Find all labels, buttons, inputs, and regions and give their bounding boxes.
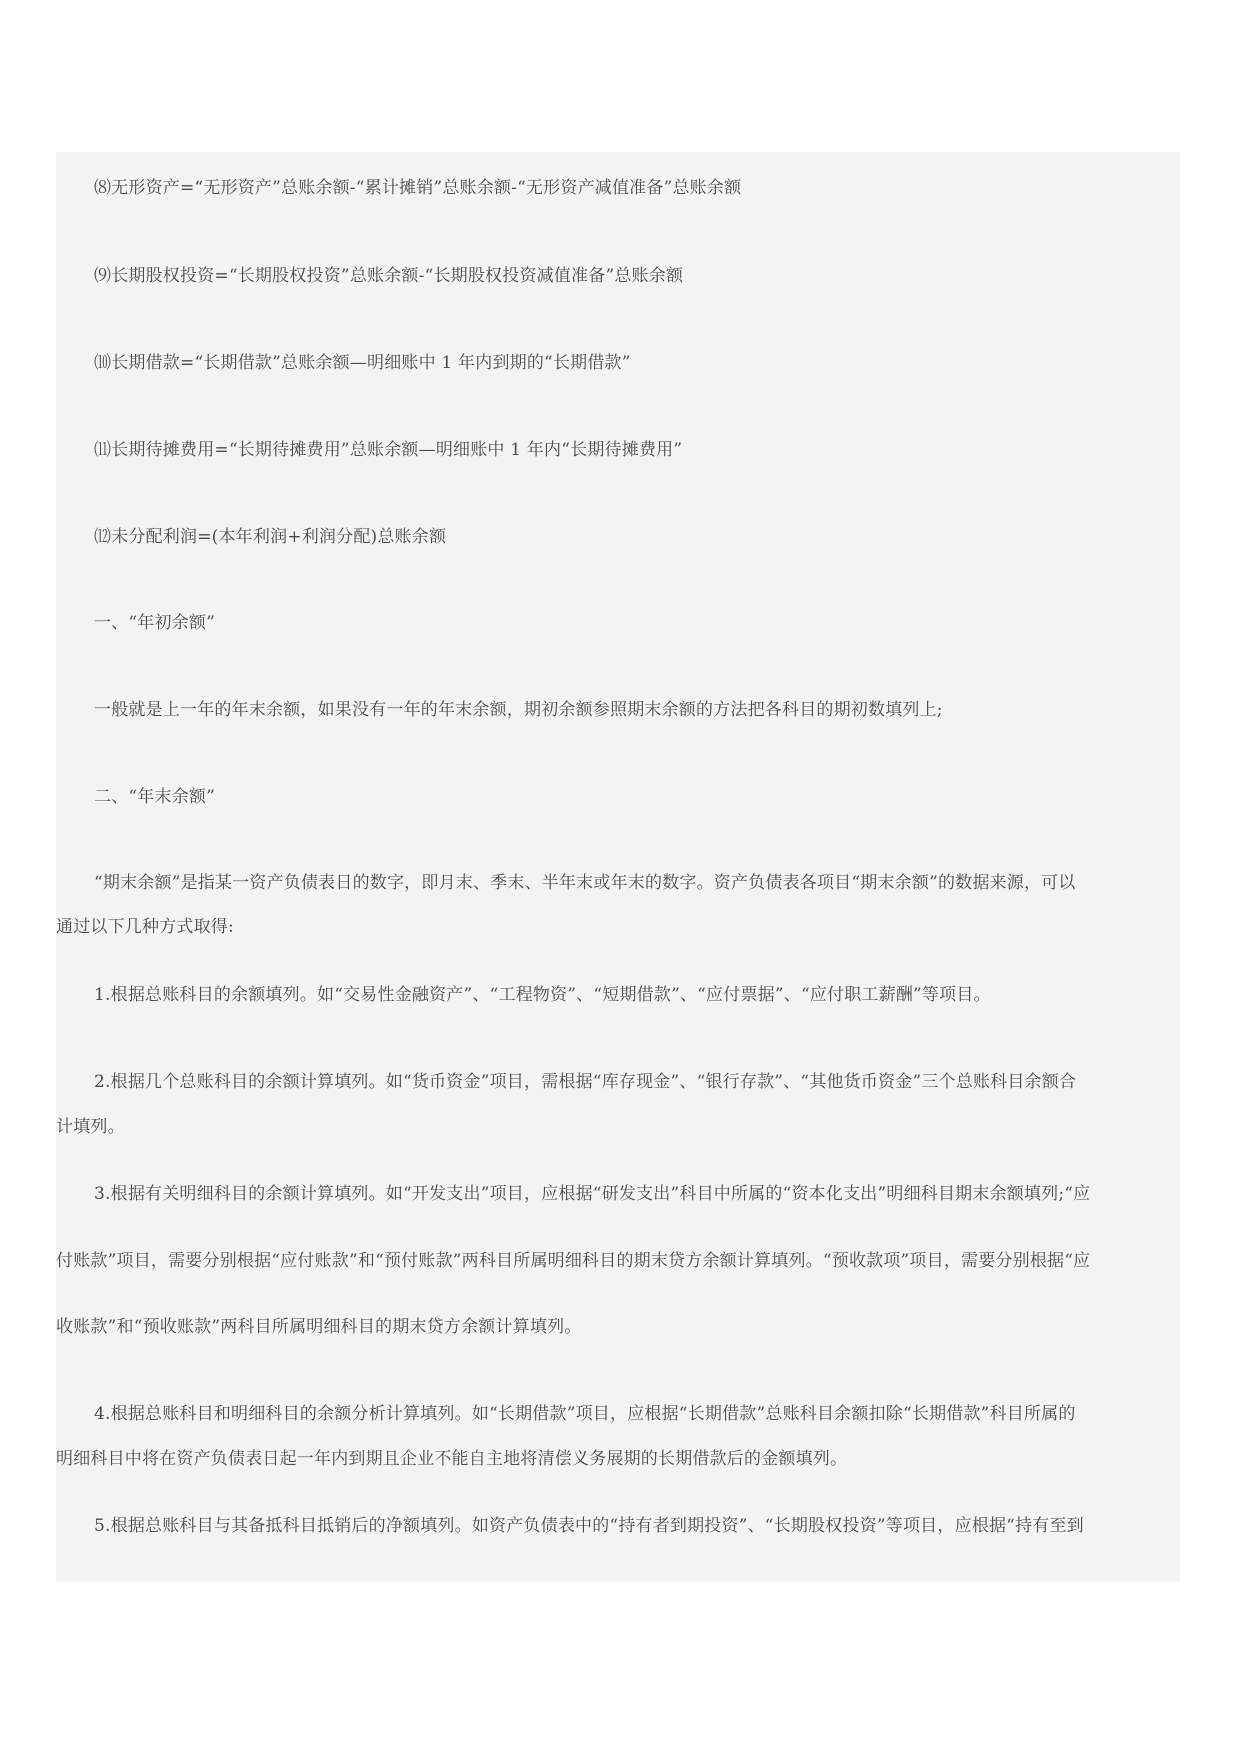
section-heading-opening-balance: 一、“年初余额” xyxy=(94,613,215,633)
list-item-4-line2: 明细科目中将在资产负债表日起一年内到期且企业不能自主地将清偿义务展期的长期借款后的金额填列。 xyxy=(56,1449,848,1469)
formula-undistributed-profit: ⑿未分配利润=(本年利润+利润分配)总账余额 xyxy=(94,527,447,547)
list-item-2-line2: 计填列。 xyxy=(56,1117,125,1137)
list-item-4-line1: 4.根据总账科目和明细科目的余额分析计算填列。如“长期借款”项目，应根据“长期借款”总账科目余额扣除“长期借款”科目所属的 xyxy=(94,1404,1076,1424)
list-item-5-line1: 5.根据总账科目与其备抵科目抵销后的净额填列。如资产负债表中的“持有者到期投资”、“长期股权投资”等项目，应根据“持有至到 xyxy=(94,1516,1084,1536)
formula-long-term-loans: ⑽长期借款=“长期借款”总账余额—明细账中 1 年内到期的“长期借款” xyxy=(94,353,631,373)
list-item-3-line1: 3.根据有关明细科目的余额计算填列。如“开发支出”项目，应根据“研发支出”科目中所属的“资本化支出”明细科目期末余额填列;“应 xyxy=(94,1184,1091,1204)
formula-intangible-assets: ⑻无形资产=“无形资产”总账余额-“累计摊销”总账余额-“无形资产减值准备”总账余额 xyxy=(94,178,742,198)
list-item-2-line1: 2.根据几个总账科目的余额计算填列。如“货币资金”项目，需根据“库存现金”、“银行存款”、“其他货币资金”三个总账科目余额合 xyxy=(94,1072,1077,1092)
document-body xyxy=(56,152,1180,1582)
paragraph-opening-balance: 一般就是上一年的年末余额，如果没有一年的年末余额，期初余额参照期末余额的方法把各科目的期初数填列上; xyxy=(94,700,943,720)
list-item-3-line3: 收账款”和“预收账款”两科目所属明细科目的期末贷方余额计算填列。 xyxy=(56,1317,582,1337)
section-heading-closing-balance: 二、“年末余额” xyxy=(94,787,215,807)
paragraph-closing-balance-line2: 通过以下几种方式取得: xyxy=(56,917,234,937)
formula-long-term-equity: ⑼长期股权投资=“长期股权投资”总账余额-“长期股权投资减值准备”总账余额 xyxy=(94,266,684,286)
list-item-3-line2: 付账款”项目，需要分别根据“应付账款”和“预付账款”两科目所属明细科目的期末贷方余额计算填列。“预收款项”项目，需要分别根据“应 xyxy=(56,1251,1091,1271)
formula-long-term-prepaid: ⑾长期待摊费用=“长期待摊费用”总账余额—明细账中 1 年内“长期待摊费用” xyxy=(94,440,683,460)
list-item-1: 1.根据总账科目的余额填列。如“交易性金融资产”、“工程物资”、“短期借款”、“应付票据”、“应付职工薪酬”等项目。 xyxy=(94,985,991,1005)
paragraph-closing-balance-line1: “期末余额”是指某一资产负债表日的数字，即月末、季末、半年末或年末的数字。资产负债表各项目“期末余额”的数据来源，可以 xyxy=(94,873,1076,893)
